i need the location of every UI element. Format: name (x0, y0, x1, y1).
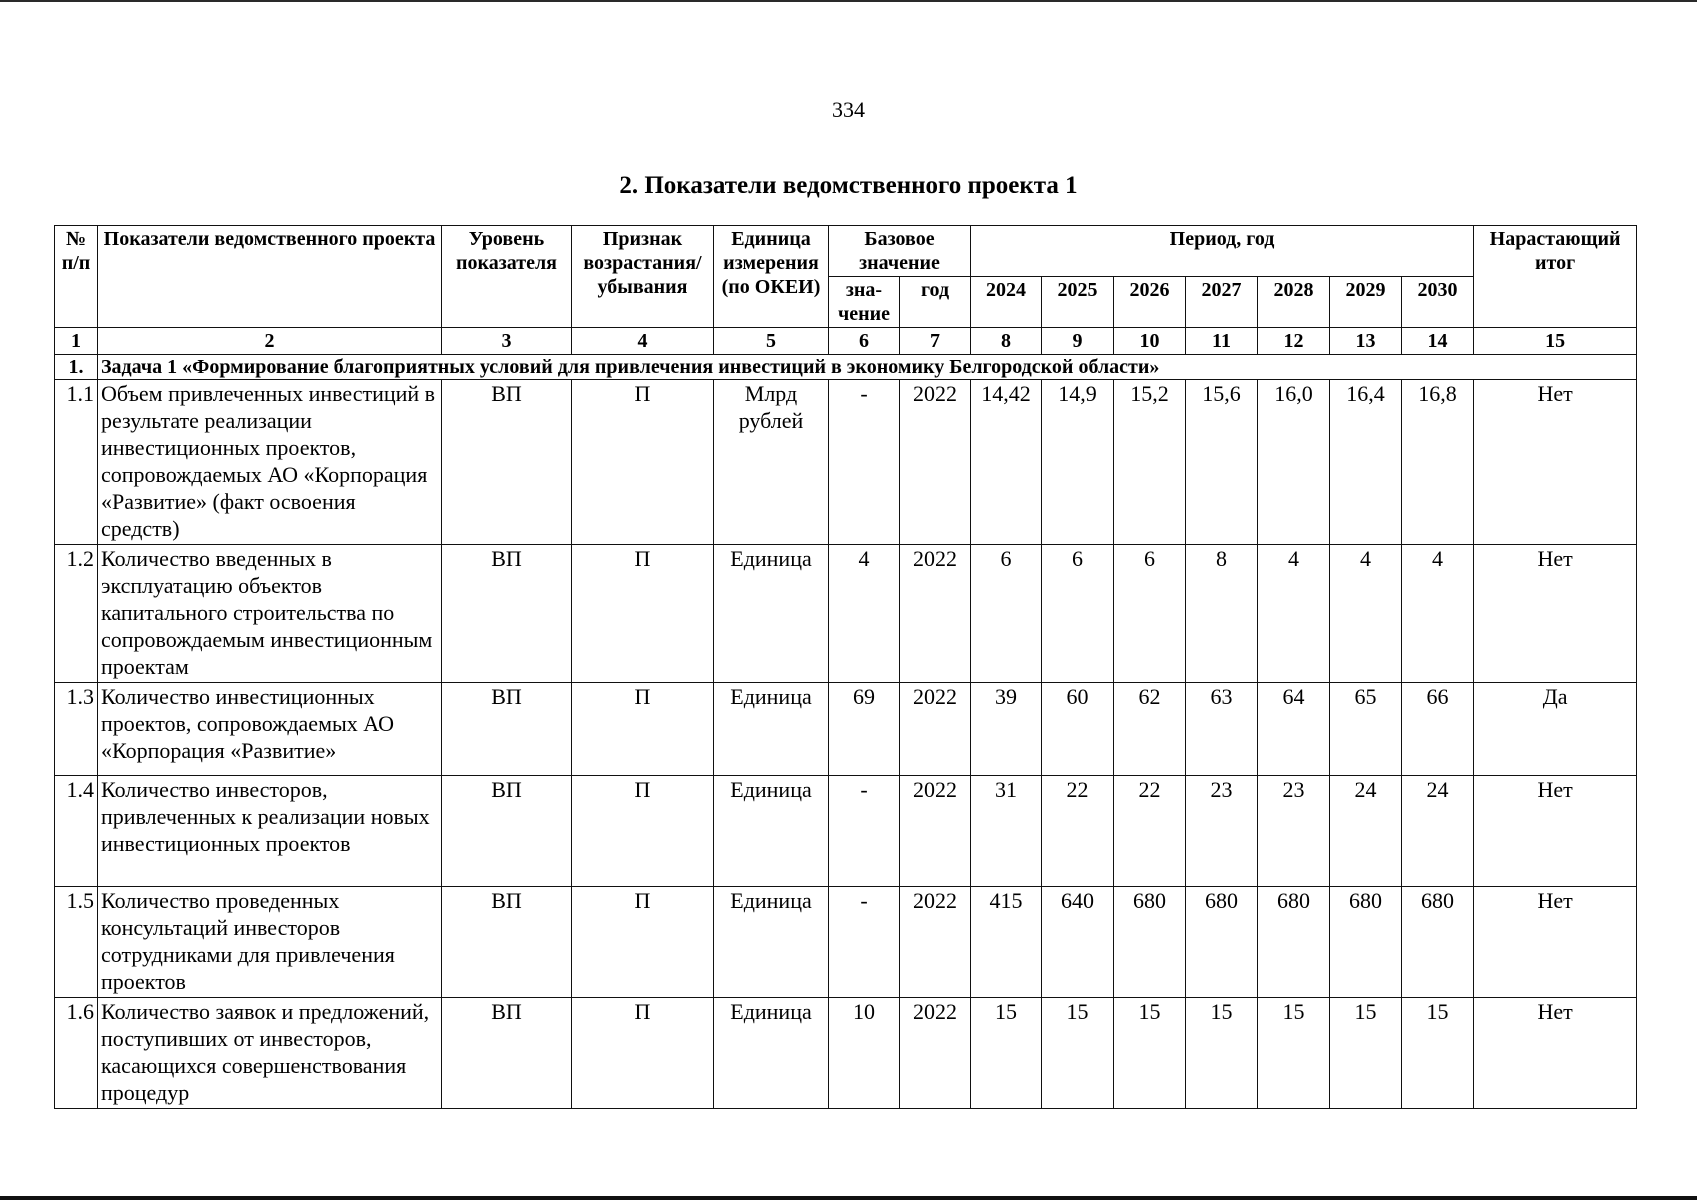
column-number: 11 (1186, 328, 1258, 355)
header-period: Период, год (971, 226, 1474, 277)
task-row (55, 355, 1637, 380)
task-number: 1. (55, 355, 98, 380)
trend-cell: П (572, 545, 714, 683)
year-value-cell: 680 (1330, 887, 1402, 998)
row-number: 1.2 (55, 545, 98, 683)
indicator-name: Количество инвестиционных проектов, сопровождаемых АО «Корпорация «Развитие» (98, 683, 442, 776)
indicator-name: Объем привлеченных инвестиций в результате реализации инвестиционных проектов, сопровождаемых АО «Корпорация «Развитие» (факт освоения средств) (98, 380, 442, 545)
base-year-cell: 2022 (900, 887, 971, 998)
year-value-cell: 6 (1114, 545, 1186, 683)
base-value-cell: - (829, 776, 900, 887)
year-value-cell: 16,8 (1402, 380, 1474, 545)
column-number: 6 (829, 328, 900, 355)
scan-top-edge (0, 0, 1697, 2)
trend-cell: П (572, 380, 714, 545)
column-number: 2 (98, 328, 442, 355)
column-number: 13 (1330, 328, 1402, 355)
unit-cell: Млрд рублей (714, 380, 829, 545)
indicator-name: Количество заявок и предложений, поступивших от инвесторов, касающихся совершенствования процедур (98, 998, 442, 1108)
column-number: 9 (1042, 328, 1114, 355)
base-year-cell: 2022 (900, 545, 971, 683)
year-value-cell: 8 (1186, 545, 1258, 683)
row-number: 1.1 (55, 380, 98, 545)
column-number: 12 (1258, 328, 1330, 355)
trend-cell: П (572, 776, 714, 887)
cumulative-cell: Нет (1474, 776, 1637, 887)
base-value-cell: - (829, 887, 900, 998)
year-value-cell: 15 (1186, 998, 1258, 1108)
year-value-cell: 22 (1114, 776, 1186, 887)
indicators-table (54, 225, 1637, 1109)
scan-bottom-edge (0, 1196, 1697, 1200)
year-value-cell: 4 (1258, 545, 1330, 683)
header-year: 2024 (971, 277, 1042, 328)
row-number: 1.6 (55, 998, 98, 1108)
base-value-cell: 10 (829, 998, 900, 1108)
year-value-cell: 31 (971, 776, 1042, 887)
year-value-cell: 6 (1042, 545, 1114, 683)
year-value-cell: 15 (1042, 998, 1114, 1108)
column-number: 8 (971, 328, 1042, 355)
column-number: 15 (1474, 328, 1637, 355)
year-value-cell: 16,4 (1330, 380, 1402, 545)
cumulative-cell: Нет (1474, 998, 1637, 1108)
header-year: 2026 (1114, 277, 1186, 328)
year-value-cell: 640 (1042, 887, 1114, 998)
unit-cell: Единица (714, 776, 829, 887)
row-number: 1.5 (55, 887, 98, 998)
table-row (55, 380, 1637, 545)
year-value-cell: 63 (1186, 683, 1258, 776)
year-value-cell: 6 (971, 545, 1042, 683)
page-number: 334 (832, 97, 865, 122)
level-cell: ВП (442, 887, 572, 998)
year-value-cell: 24 (1330, 776, 1402, 887)
year-value-cell: 65 (1330, 683, 1402, 776)
level-cell: ВП (442, 545, 572, 683)
column-number: 4 (572, 328, 714, 355)
base-value-cell: - (829, 380, 900, 545)
header-level: Уровень показателя (442, 226, 572, 328)
header-year: 2025 (1042, 277, 1114, 328)
header-num: № п/п (55, 226, 98, 328)
base-value-cell: 4 (829, 545, 900, 683)
year-value-cell: 39 (971, 683, 1042, 776)
level-cell: ВП (442, 998, 572, 1108)
row-number: 1.3 (55, 683, 98, 776)
year-value-cell: 66 (1402, 683, 1474, 776)
base-year-cell: 2022 (900, 776, 971, 887)
year-value-cell: 15,6 (1186, 380, 1258, 545)
cumulative-cell: Нет (1474, 887, 1637, 998)
column-number: 10 (1114, 328, 1186, 355)
unit-cell: Единица (714, 683, 829, 776)
header-year: 2030 (1402, 277, 1474, 328)
table-row (55, 683, 1637, 776)
table-row (55, 776, 1637, 887)
year-value-cell: 15 (1330, 998, 1402, 1108)
column-number: 7 (900, 328, 971, 355)
unit-cell: Единица (714, 887, 829, 998)
base-year-cell: 2022 (900, 998, 971, 1108)
base-year-cell: 2022 (900, 683, 971, 776)
level-cell: ВП (442, 776, 572, 887)
header-row (55, 226, 1637, 277)
year-value-cell: 15 (1258, 998, 1330, 1108)
year-value-cell: 415 (971, 887, 1042, 998)
task-title: Задача 1 «Формирование благоприятных условий для привлечения инвестиций в экономику Белгородской области» (98, 355, 1637, 380)
row-number: 1.4 (55, 776, 98, 887)
header-year: 2027 (1186, 277, 1258, 328)
column-number: 3 (442, 328, 572, 355)
year-value-cell: 680 (1186, 887, 1258, 998)
year-value-cell: 680 (1402, 887, 1474, 998)
year-value-cell: 4 (1330, 545, 1402, 683)
header-base-year: год (900, 277, 971, 328)
indicator-name: Количество инвесторов, привлеченных к реализации новых инвестиционных проектов (98, 776, 442, 887)
table-row (55, 887, 1637, 998)
trend-cell: П (572, 683, 714, 776)
header-indicator: Показатели ведомственного проекта (98, 226, 442, 328)
year-value-cell: 15 (1114, 998, 1186, 1108)
header-base: Базовое значение (829, 226, 971, 277)
year-value-cell: 15,2 (1114, 380, 1186, 545)
header-unit: Единица измерения (по ОКЕИ) (714, 226, 829, 328)
year-value-cell: 680 (1258, 887, 1330, 998)
unit-cell: Единица (714, 545, 829, 683)
trend-cell: П (572, 887, 714, 998)
year-value-cell: 60 (1042, 683, 1114, 776)
base-value-cell: 69 (829, 683, 900, 776)
year-value-cell: 680 (1114, 887, 1186, 998)
year-value-cell: 62 (1114, 683, 1186, 776)
document-title: 2. Показатели ведомственного проекта 1 (619, 172, 1078, 199)
unit-cell: Единица (714, 998, 829, 1108)
column-number-row (55, 328, 1637, 355)
column-number: 14 (1402, 328, 1474, 355)
header-trend: Признак возрастания/ убывания (572, 226, 714, 328)
column-number: 1 (55, 328, 98, 355)
year-value-cell: 64 (1258, 683, 1330, 776)
year-value-cell: 4 (1402, 545, 1474, 683)
year-value-cell: 16,0 (1258, 380, 1330, 545)
indicator-name: Количество проведенных консультаций инвесторов сотрудниками для привлечения проектов (98, 887, 442, 998)
header-base-value: зна- чение (829, 277, 900, 328)
header-year: 2028 (1258, 277, 1330, 328)
cumulative-cell: Нет (1474, 380, 1637, 545)
year-value-cell: 14,42 (971, 380, 1042, 545)
year-value-cell: 15 (971, 998, 1042, 1108)
indicator-name: Количество введенных в эксплуатацию объектов капитального строительства по сопровождаемым инвестиционным проектам (98, 545, 442, 683)
level-cell: ВП (442, 380, 572, 545)
table-row (55, 545, 1637, 683)
year-value-cell: 23 (1186, 776, 1258, 887)
year-value-cell: 22 (1042, 776, 1114, 887)
year-value-cell: 15 (1402, 998, 1474, 1108)
header-cumulative: Нарастающий итог (1474, 226, 1637, 328)
column-number: 5 (714, 328, 829, 355)
trend-cell: П (572, 998, 714, 1108)
base-year-cell: 2022 (900, 380, 971, 545)
year-value-cell: 14,9 (1042, 380, 1114, 545)
level-cell: ВП (442, 683, 572, 776)
table-row (55, 998, 1637, 1108)
year-value-cell: 23 (1258, 776, 1330, 887)
year-value-cell: 24 (1402, 776, 1474, 887)
cumulative-cell: Нет (1474, 545, 1637, 683)
header-year: 2029 (1330, 277, 1402, 328)
cumulative-cell: Да (1474, 683, 1637, 776)
